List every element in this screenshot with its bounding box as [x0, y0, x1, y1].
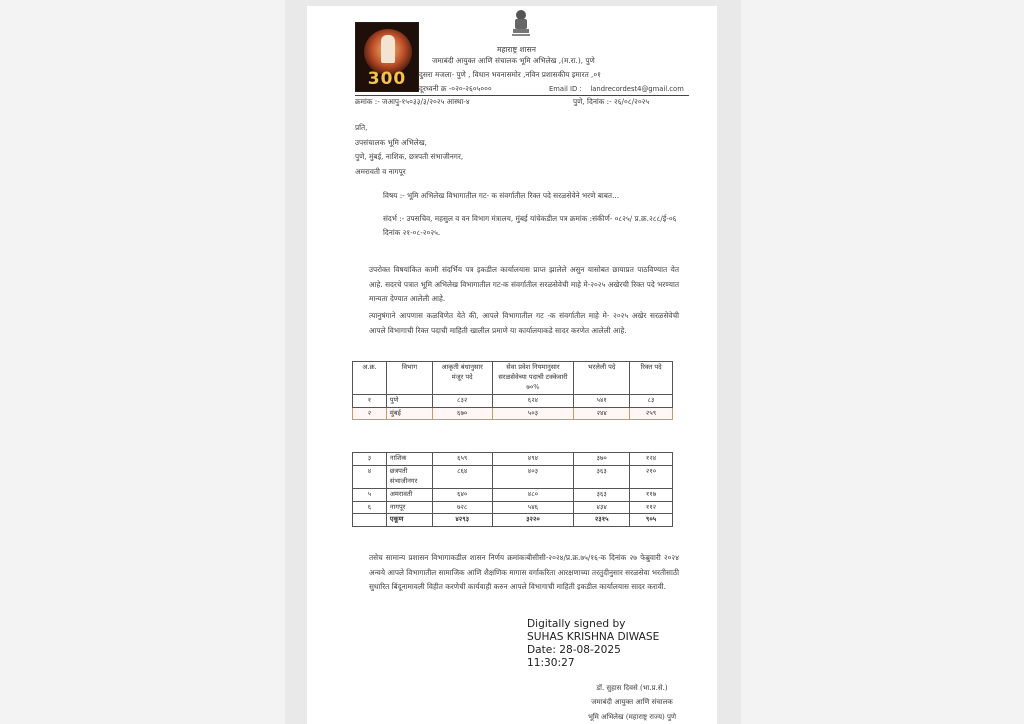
table-cell: ११७: [630, 488, 673, 501]
table-cell: १२४: [630, 453, 673, 466]
table-header: आकृती बंधानुसार मंजूर पदे: [432, 362, 492, 395]
table-cell: ६४०: [432, 488, 492, 501]
table-row: [353, 465, 673, 488]
addressee-block: [355, 121, 605, 179]
vacancy-table-bottom: [352, 452, 673, 527]
letter-reference: क्रमांक :- जआपु-१५०३३/३/२०२५ आस्था-४: [355, 97, 470, 106]
vacancy-table-top: [352, 361, 673, 420]
table-cell: ८३: [630, 394, 673, 407]
table-cell: ४३४: [574, 501, 630, 514]
body-paragraph-2: त्यानुषंगाने आपणास कळविणेत येते की, आपले विभागातील गट -क संवर्गातील माहे मे- २०२५ अखेर सरळसेवेची आपले विभागाची रिक्त पदाची माहिती खालील प्रमाणे या कार्यालयाकडे सादर करणेत आलेली आहे.: [369, 311, 679, 335]
letter-date: पुणे, दिनांक :- २६/०८/२०२५: [573, 97, 650, 106]
table-cell: ३: [353, 453, 387, 466]
digital-signature-line: Date: 28-08-2025: [527, 643, 621, 656]
table-cell: ४८०: [492, 488, 574, 501]
table-cell: २५९: [630, 407, 673, 420]
table-header: अ.क्र.: [353, 362, 387, 395]
table-cell: ५४१: [574, 394, 630, 407]
table-cell: ६: [353, 501, 387, 514]
table-cell: नाशिक: [386, 453, 432, 466]
state-emblem-icon: [509, 8, 533, 42]
digital-signature-line: 11:30:27: [527, 656, 575, 669]
table-row: [353, 501, 673, 514]
document-page: [307, 6, 717, 724]
addressee-line: प्रति,: [355, 123, 368, 132]
table-cell: ३२२०: [492, 514, 574, 527]
table-cell: २४४: [574, 407, 630, 420]
table-header: सेवा प्रवेश नियमानुसार सरळसेवेच्या पदाची टक्केवारी ७०%: [492, 362, 574, 395]
body-paragraph-3: तसेच सामान्य प्रशासन विभागाकडील शासन निर्णय क्रमांकःबीसीसी-२०२४/प्र.क्र.७५/१६-क दिनांक २७ फेब्रुवारी २०२४ अन्वये आपले विभागातील सामाजिक आणि शैक्षणिक मागास वर्गाकरिता आरक्षणाच्या तरतुदीनुसार सरळसेवा भरतीसाठी सुधारित बिंदूनामावली विहीत करणेची कार्यवाही करुन आपले विभागाची माहिती इकडील कार्यालयास सादर करावी.: [369, 553, 679, 592]
addressee-line: पुणे, मुंबई, नाशिक, छत्रपती संभाजीनगर,: [355, 152, 464, 162]
table-header-row: [353, 362, 673, 395]
table-cell: ५: [353, 488, 387, 501]
table-cell: ८६४: [432, 465, 492, 488]
letter-subject: विषय :- भूमि अभिलेख विभागातील गट- क संवर्गातील रिक्त पदे सरळसेवेने भरणे बाबत...: [383, 191, 620, 200]
table-cell: ४०३: [492, 465, 574, 488]
signer-block: [547, 681, 717, 724]
table-cell: ६५९: [432, 453, 492, 466]
email-label: Email ID :: [549, 85, 582, 93]
logo-figure: [381, 35, 395, 63]
table-header: भरलेली पदे: [574, 362, 630, 395]
office-email: [549, 84, 684, 94]
table-cell: ११२: [630, 501, 673, 514]
table-cell: १: [353, 394, 387, 407]
signer-name: डॉ. सुहास दिवसे (भा.प्र.से.): [596, 684, 668, 692]
table-total-row: [353, 514, 673, 527]
table-cell: नागपूर: [386, 501, 432, 514]
table-cell: ९०५: [630, 514, 673, 527]
table-cell: ३७०: [574, 453, 630, 466]
addressee-line: उपसंचालक भूमि अभिलेख,: [355, 137, 428, 147]
table-cell: ३६३: [574, 488, 630, 501]
signer-title: जमाबंदी आयुक्त आणि संचालक: [591, 698, 673, 707]
table-cell: मुंबई: [386, 407, 432, 420]
table-cell: ६२४: [492, 394, 574, 407]
table-row: [353, 488, 673, 501]
anniversary-logo: [355, 22, 419, 92]
email-address: landrecordest4@gmail.com: [590, 85, 684, 93]
addressee-line: अमरावती व नागपूर: [355, 166, 406, 176]
office-name: जमाबंदी आयुक्त आणि संचालक भूमि अभिलेख ,(म.रा.), पुणे: [432, 56, 595, 65]
digital-signature-line: Digitally signed by: [527, 618, 626, 630]
table-cell: ६७०: [432, 407, 492, 420]
office-address: दुसरा मजला- पुणे , विधान भवनासमोर ,नविन प्रशासकीय इमारत ,०१: [419, 70, 601, 79]
digital-signature: [527, 618, 659, 670]
body-paragraph-1: उपरोक्त विषयांकित कामी संदर्भिय पत्र इकडील कार्यालयास प्राप्त झालेले असुन यासोबत छायाप्रत पाठविण्यात येत आहे. सदरचे पत्रात भूमि अभिलेख विभागातील गट-क संवर्गातील सरळसेवेची माहे मे-२०२५ अखेरची रिक्त पदे भरण्यात मान्यता देण्यात आलेली आहे.: [369, 265, 679, 304]
letter-reference-text: संदर्भ :- उपसचिव, महसुल व वन विभाग मंत्रालय, मुंबई यांचेकडील पत्र क्रमांक :संकीर्ण- ०८२५/ प्र.क्र.२८८/ई-०६ दिनांक २१-०८-२०२५.: [383, 214, 677, 238]
signer-office: भूमि अभिलेख (महाराष्ट्र राज्य) पुणे: [587, 712, 677, 721]
table-cell: ८३२: [432, 394, 492, 407]
table-header: विभाग: [386, 362, 432, 395]
table-cell: ५४६: [492, 501, 574, 514]
table-cell: अमरावती: [386, 488, 432, 501]
table-cell: ३६३: [574, 465, 630, 488]
table-cell: ४: [353, 465, 387, 488]
logo-number: 300: [367, 69, 407, 89]
office-phone: दूरध्वनी क्र -०२०-२६०५०००: [419, 84, 492, 93]
header-divider: [355, 95, 689, 96]
table-cell: [353, 514, 387, 527]
table-cell: २१०: [630, 465, 673, 488]
table-cell: ७२८: [432, 501, 492, 514]
table-cell: २३१५: [574, 514, 630, 527]
table-row: [353, 453, 673, 466]
table-cell: ४९४: [492, 453, 574, 466]
table-row: [353, 394, 673, 407]
table-row: [353, 407, 673, 420]
government-name: महाराष्ट्र शासन: [497, 45, 536, 54]
table-header: रिक्त पदे: [630, 362, 673, 395]
table-cell: ५०३: [492, 407, 574, 420]
table-cell: ४२९३: [432, 514, 492, 527]
digital-signature-line: SUHAS KRISHNA DIWASE: [527, 630, 660, 643]
table-cell: छत्रपती संभाजीनगर: [386, 465, 432, 488]
table-total-label: एकूण: [386, 514, 432, 527]
table-cell: २: [353, 407, 387, 420]
table-cell: पुणे: [386, 394, 432, 407]
